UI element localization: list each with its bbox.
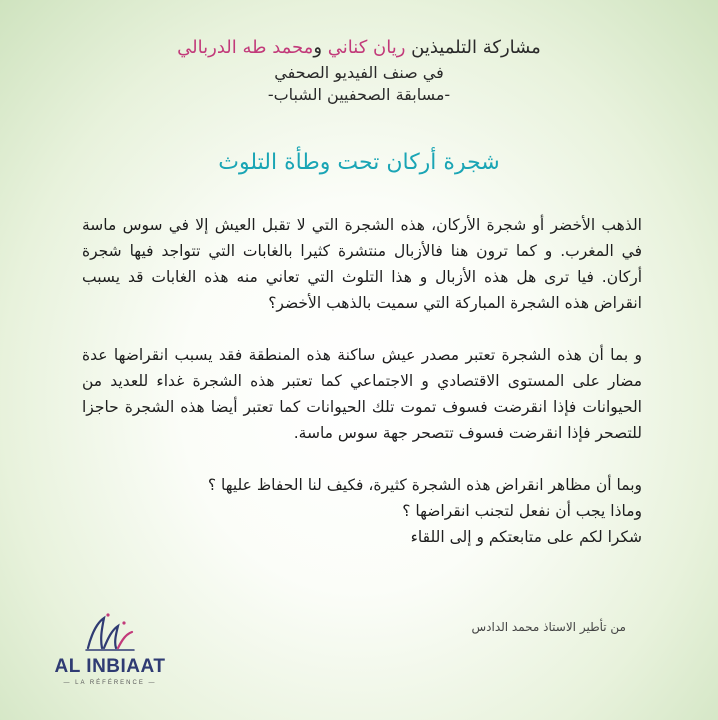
supervisor-signature: من تأطير الاستاذ محمد الدادس [471, 620, 626, 634]
student-name-1: ريان كناني [327, 37, 406, 58]
al-inbiaat-logo [40, 612, 180, 692]
student-name-2: محمد طه الدربالي [177, 37, 314, 58]
logo-name: AL INBIAAT [54, 656, 166, 677]
article-title: شجرة أركان تحت وطأة التلوث [218, 150, 500, 175]
competition-line: -مسابقة الصحفيين الشباب- [267, 85, 451, 104]
category-line: في صنف الفيديو الصحفي [274, 63, 444, 82]
name-connector: و [313, 37, 323, 58]
header [40, 34, 678, 106]
paragraph-1: الذهب الأخضر أو شجرة الأركان، هذه الشجرة التي لا تقبل العيش إلا في سوس ماسة في المغرب. و كما ترون هنا فالأزبال منتشرة كثيرا بالغابات التي تتواجد فيها شجرة أركان. فيا ترى هل هذه الأزبال و هذا التلوث التي تعاني منه هذه الغابات قد يسبب انقراض هذه الشجرة المباركة التي سميت بالذهب الأخضر؟ [82, 216, 642, 312]
participants-prefix: مشاركة التلميذين [411, 37, 541, 58]
closing-line-2: وماذا يجب أن نفعل لتجنب انقراضها ؟ [402, 502, 642, 520]
closing-line-1: وبما أن مظاهر انقراض هذه الشجرة كثيرة، فكيف لنا الحفاظ عليها ؟ [207, 476, 642, 494]
paragraph-2: و بما أن هذه الشجرة تعتبر مصدر عيش ساكنة هذه المنطقة فقد يسبب انقراضها عدة مضار على المستوى الاقتصادي و الاجتماعي كما تعتبر هذه الشجرة غداء للعديد من الحيوانات فإذا انقرضت فسوف تموت تلك الحيوانات كما تعتبر أيضا هذه الشجرة حاجزا للتصحر فإذا انقرضت فسوف تتصحر جهة سوس ماسة. [82, 346, 642, 442]
logo-tagline: — LA RÉFÉRENCE — [63, 680, 157, 686]
closing-line-3: شكرا لكم على متابعتكم و إلى اللقاء [410, 528, 642, 546]
logo-mark-icon [78, 612, 138, 654]
article-body [82, 212, 642, 550]
participants-line [40, 34, 678, 62]
